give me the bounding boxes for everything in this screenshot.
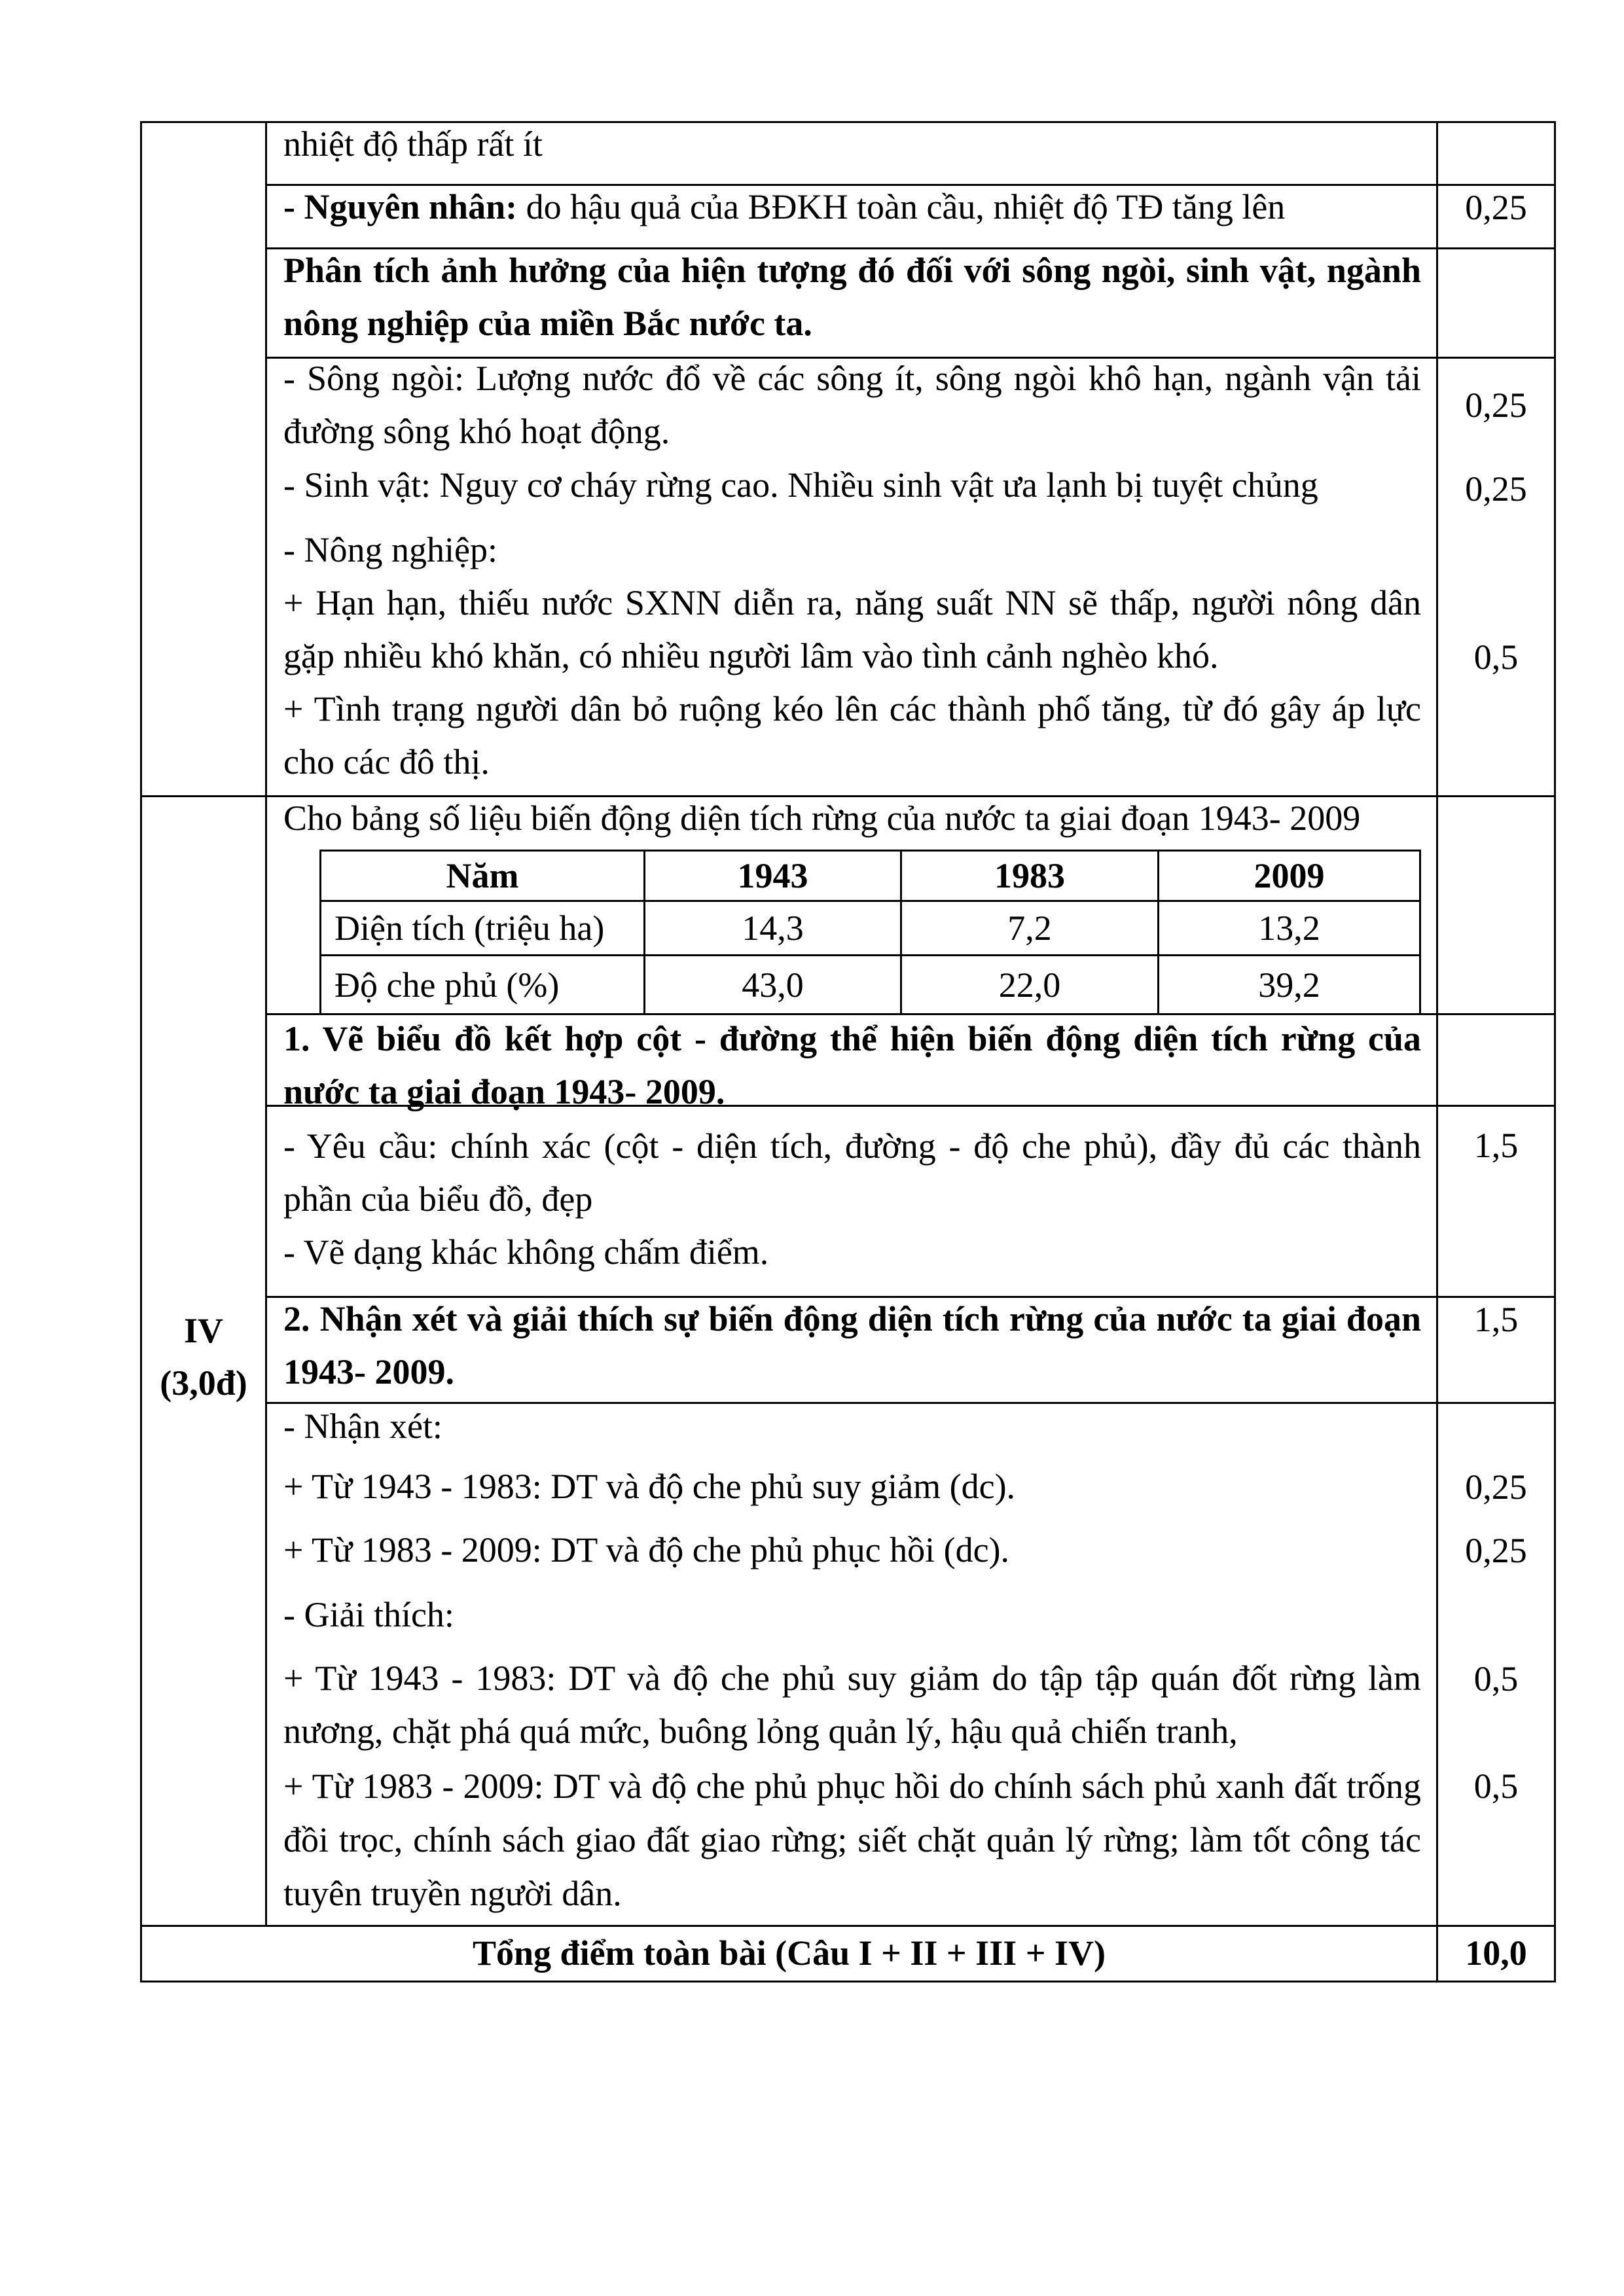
explain-label: - Giải thích: bbox=[283, 1595, 454, 1634]
table-row bbox=[321, 956, 1420, 1014]
task1-heading: 1. Vẽ biểu đồ kết hợp cột - đường thể hiện biến động diện tích rừng của nước ta giai đoạn 1943- 2009. bbox=[283, 1019, 1421, 1111]
agri-text-1: + Hạn hạn, thiếu nước SXNN diễn ra, năng suất NN sẽ thấp, người nông dân gặp nhiều khó khăn, có nhiều người lâm vào tình cảnh nghèo khó. bbox=[283, 583, 1421, 675]
requirement-text: - Yêu cầu: chính xác (cột - diện tích, đường - độ che phủ), đầy đủ các thành phần của biểu đồ, đẹp bbox=[283, 1126, 1421, 1219]
biology-text: - Sinh vật: Nguy cơ cháy rừng cao. Nhiều sinh vật ưa lạnh bị tuyệt chủng bbox=[283, 465, 1318, 505]
score: 1,5 bbox=[1473, 1300, 1519, 1339]
score-cell bbox=[1436, 184, 1556, 249]
score: 0,5 bbox=[1473, 1659, 1519, 1698]
total-score-cell bbox=[1436, 1925, 1556, 1982]
remark-2: + Từ 1983 - 2009: DT và độ che phủ phục hồi (dc). bbox=[283, 1530, 1010, 1570]
score-cell bbox=[1436, 247, 1556, 359]
answer-text: nhiệt độ thấp rất ít bbox=[283, 124, 543, 164]
score-cell bbox=[1436, 1296, 1556, 1404]
section4-label-cell bbox=[140, 795, 267, 1927]
remark-1: + Từ 1943 - 1983: DT và độ che phủ suy giảm (dc). bbox=[283, 1467, 1016, 1506]
table-cell: Diện tích (triệu ha) bbox=[321, 901, 645, 956]
section-number: IV bbox=[183, 1311, 223, 1350]
answer-cell bbox=[265, 357, 1438, 797]
data-intro: Cho bảng số liệu biến động diện tích rừng của nước ta giai đoạn 1943- 2009 bbox=[283, 798, 1361, 838]
score: 1,5 bbox=[1473, 1126, 1519, 1165]
score: 0,25 bbox=[1465, 469, 1527, 509]
score: 0,25 bbox=[1465, 386, 1527, 425]
answer-cell bbox=[265, 184, 1438, 249]
score-cell bbox=[1436, 1013, 1556, 1107]
total-label-cell bbox=[140, 1925, 1438, 1982]
question-heading: Phân tích ảnh hưởng của hiện tượng đó đối với sông ngòi, sinh vật, ngành nông nghiệp của miền Bắc nước ta. bbox=[283, 251, 1421, 343]
explain-1: + Từ 1943 - 1983: DT và độ che phủ suy giảm do tập tập quán đốt rừng làm nương, chặt phá quá mức, buông lỏng quản lý, hậu quả chiến tranh, bbox=[283, 1659, 1421, 1751]
score: 0,25 bbox=[1465, 1531, 1527, 1570]
answer-cell bbox=[265, 121, 1438, 186]
table-header: Năm bbox=[321, 851, 645, 901]
table-header: 1943 bbox=[645, 851, 901, 901]
score-cell bbox=[1436, 121, 1556, 186]
score: 0,25 bbox=[1465, 188, 1527, 227]
cause-text: do hậu quả của BĐKH toàn cầu, nhiệt độ TĐ tăng lên bbox=[517, 187, 1286, 226]
table-cell: 39,2 bbox=[1159, 956, 1420, 1014]
cause-label: - Nguyên nhân: bbox=[283, 187, 518, 226]
table-cell: 14,3 bbox=[645, 901, 901, 956]
score: 0,25 bbox=[1465, 1467, 1527, 1507]
forest-data-table bbox=[319, 850, 1421, 1015]
requirement-note: - Vẽ dạng khác không chấm điểm. bbox=[283, 1232, 769, 1272]
section-points: (3,0đ) bbox=[160, 1363, 247, 1403]
answer-cell bbox=[265, 1402, 1438, 1927]
score-cell bbox=[1436, 357, 1556, 797]
score: 0,5 bbox=[1473, 1767, 1519, 1806]
score-cell bbox=[1436, 1105, 1556, 1298]
cause-line bbox=[283, 181, 1421, 234]
agri-label: - Nông nghiệp: bbox=[283, 530, 497, 569]
task2-heading: 2. Nhận xét và giải thích sự biến động diện tích rừng của nước ta giai đoạn 1943- 2009. bbox=[283, 1299, 1421, 1391]
question-heading-cell bbox=[265, 247, 1438, 359]
total-score: 10,0 bbox=[1465, 1933, 1527, 1973]
section3-label-cell bbox=[140, 121, 267, 797]
remark-label: - Nhận xét: bbox=[283, 1407, 442, 1446]
table-cell: 13,2 bbox=[1159, 901, 1420, 956]
total-label: Tổng điểm toàn bài (Câu I + II + III + IV) bbox=[473, 1933, 1106, 1973]
table-header: 2009 bbox=[1159, 851, 1420, 901]
score-cell bbox=[1436, 1402, 1556, 1927]
table-cell: 43,0 bbox=[645, 956, 901, 1014]
agri-text-2: + Tình trạng người dân bỏ ruộng kéo lên các thành phố tăng, từ đó gây áp lực cho các đô thị. bbox=[283, 689, 1421, 781]
score: 0,5 bbox=[1473, 637, 1519, 677]
table-row bbox=[321, 901, 1420, 956]
task2-heading-cell bbox=[265, 1296, 1438, 1404]
table-header-row bbox=[321, 851, 1420, 901]
table-cell: 7,2 bbox=[901, 901, 1159, 956]
explain-2: + Từ 1983 - 2009: DT và độ che phủ phục hồi do chính sách phủ xanh đất trống đồi trọc, chính sách giao đất giao rừng; siết chặt quản lý rừng; làm tốt công tác tuyên truyền người dân. bbox=[283, 1767, 1421, 1913]
score-cell bbox=[1436, 795, 1556, 1015]
table-cell: Độ che phủ (%) bbox=[321, 956, 645, 1014]
task1-heading-cell bbox=[265, 1013, 1438, 1111]
table-header: 1983 bbox=[901, 851, 1159, 901]
rivers-text: - Sông ngòi: Lượng nước đổ về các sông ít, sông ngòi khô hạn, ngành vận tải đường sông khó hoạt động. bbox=[283, 359, 1421, 451]
table-cell: 22,0 bbox=[901, 956, 1159, 1014]
answer-cell bbox=[265, 1105, 1438, 1298]
